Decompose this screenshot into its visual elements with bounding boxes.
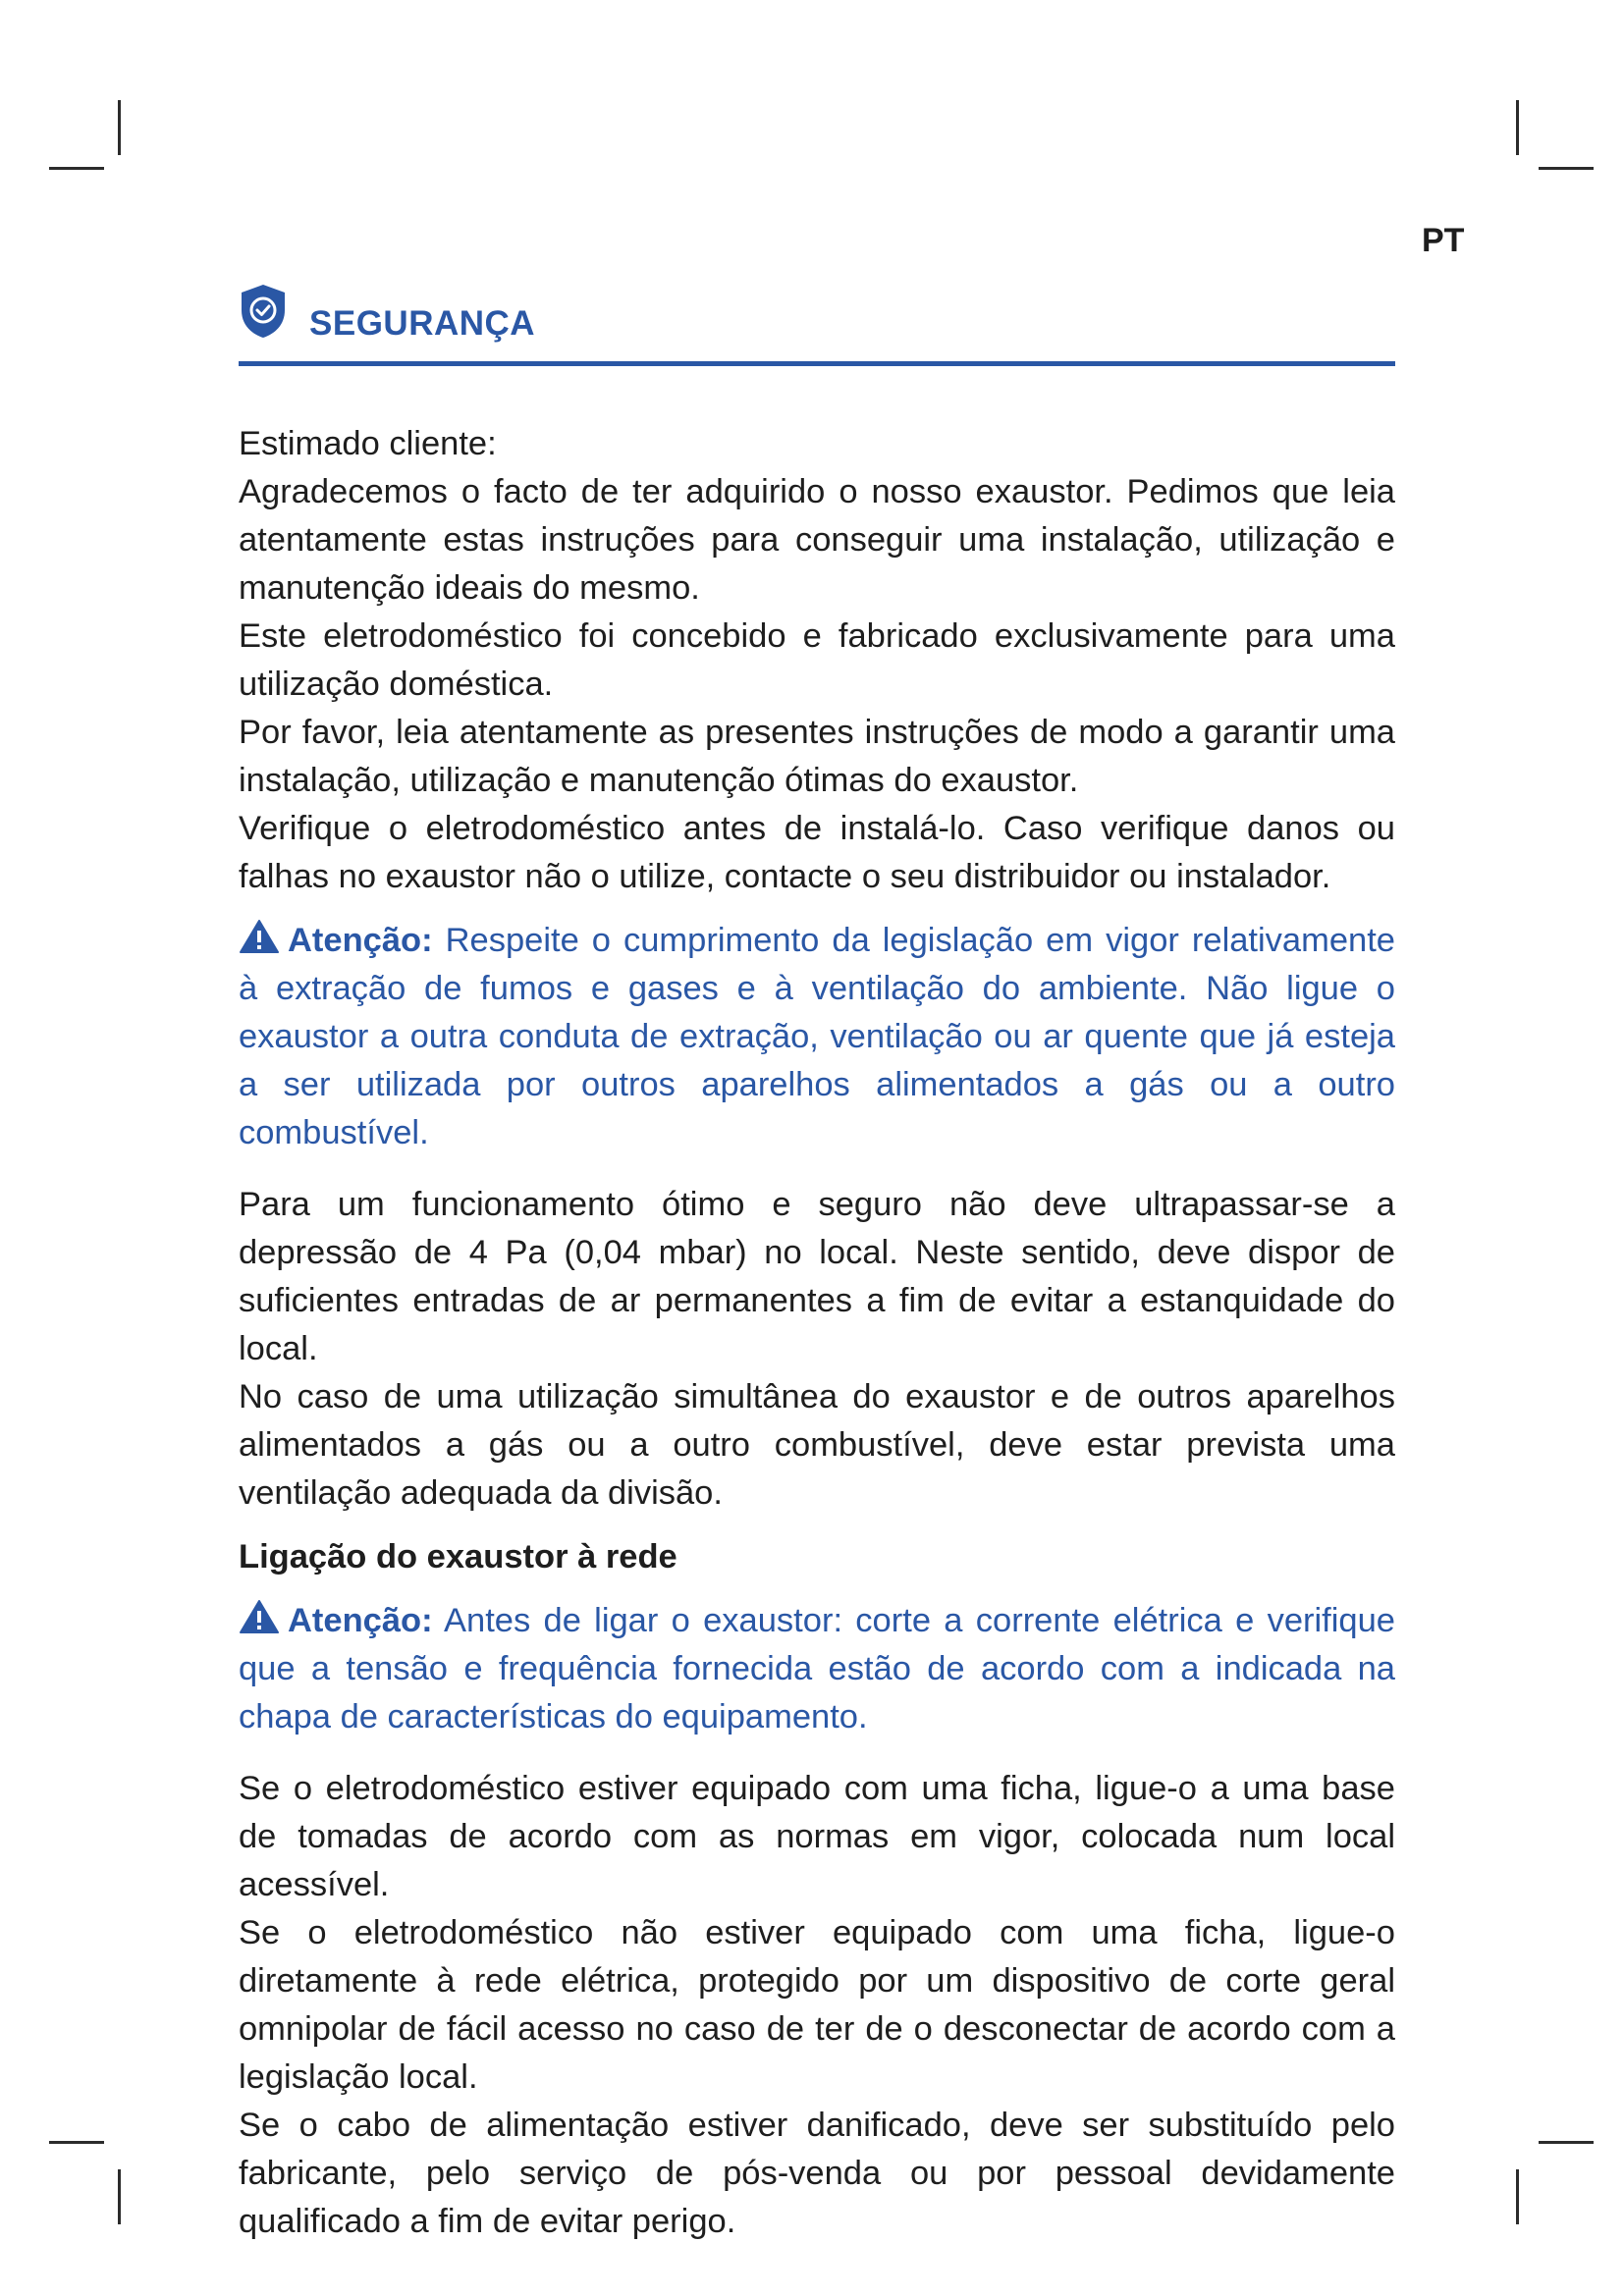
paragraph: Verifique o eletrodoméstico antes de instalá-lo. Caso verifique danos ou falhas no exaustor não o utilize, contacte o seu distribuidor ou instalador. [239,810,1395,895]
section-title: SEGURANÇA [309,304,536,343]
shield-check-icon [239,283,288,340]
crop-mark [118,2169,121,2224]
crop-mark [1516,2169,1519,2224]
paragraph: Este eletrodoméstico foi concebido e fabricado exclusivamente para uma utilização doméstica. [239,617,1395,703]
paragraph: Se o eletrodoméstico não estiver equipado com uma ficha, ligue-o diretamente à rede elétrica, protegido por um dispositivo de corte geral omnipolar de fácil acesso no caso de ter de o desconectar de acordo com a legislação local. [239,1914,1395,2096]
paragraph: Para um funcionamento ótimo e seguro não deve ultrapassar-se a depressão de 4 Pa (0,04 mbar) no local. Neste sentido, deve dispor de suficientes entradas de ar permanentes a fim de evitar a estanquidade do local. [239,1186,1395,1367]
paragraph: No caso de uma utilização simultânea do exaustor e de outros aparelhos alimentados a gás ou a outro combustível, deve estar prevista uma ventilação adequada da divisão. [239,1378,1395,1512]
warning-label: Atenção: [288,1602,433,1639]
section-header [239,283,1395,371]
paragraph: Se o eletrodoméstico estiver equipado com uma ficha, ligue-o a uma base de tomadas de acordo com as normas em vigor, colocada num local acessível. [239,1770,1395,1903]
language-code: PT [1422,222,1465,259]
paragraph: Por favor, leia atentamente as presentes instruções de modo a garantir uma instalação, utilização e manutenção ótimas do exaustor. [239,714,1395,799]
section-divider [239,361,1395,366]
crop-mark [118,100,121,155]
warning-text: Respeite o cumprimento da legislação em vigor relativamente à extração de fumos e gases e à ventilação do ambiente. Não ligue o exaustor a outra conduta de extração, ventilação ou ar quente que já esteja a ser utilizada por outros aparelhos alimentados a gás ou a outro combustível. [239,922,1395,1151]
crop-mark [1539,167,1594,170]
paragraph: Agradecemos o facto de ter adquirido o nosso exaustor. Pedimos que leia atentamente estas instruções para conseguir uma instalação, utilização e manutenção ideais do mesmo. [239,473,1395,607]
document-body [239,420,1395,2246]
crop-mark [49,2141,104,2144]
crop-mark [1539,2141,1594,2144]
warning-triangle-icon [239,1599,280,1634]
warning-triangle-icon [239,919,280,954]
warning-text: Antes de ligar o exaustor: corte a corrente elétrica e verifique que a tensão e frequência fornecida estão de acordo com a indicada na chapa de características do equipamento. [239,1602,1395,1735]
salutation: Estimado cliente: [239,425,497,462]
crop-mark [49,167,104,170]
crop-mark [1516,100,1519,155]
warning-label: Atenção: [288,922,433,959]
warning-notice [239,1597,1395,1741]
subsection-heading: Ligação do exaustor à rede [239,1538,677,1575]
paragraph: Se o cabo de alimentação estiver danificado, deve ser substituído pelo fabricante, pelo serviço de pós-venda ou por pessoal devidamente qualificado a fim de evitar perigo. [239,2107,1395,2240]
warning-notice [239,917,1395,1157]
